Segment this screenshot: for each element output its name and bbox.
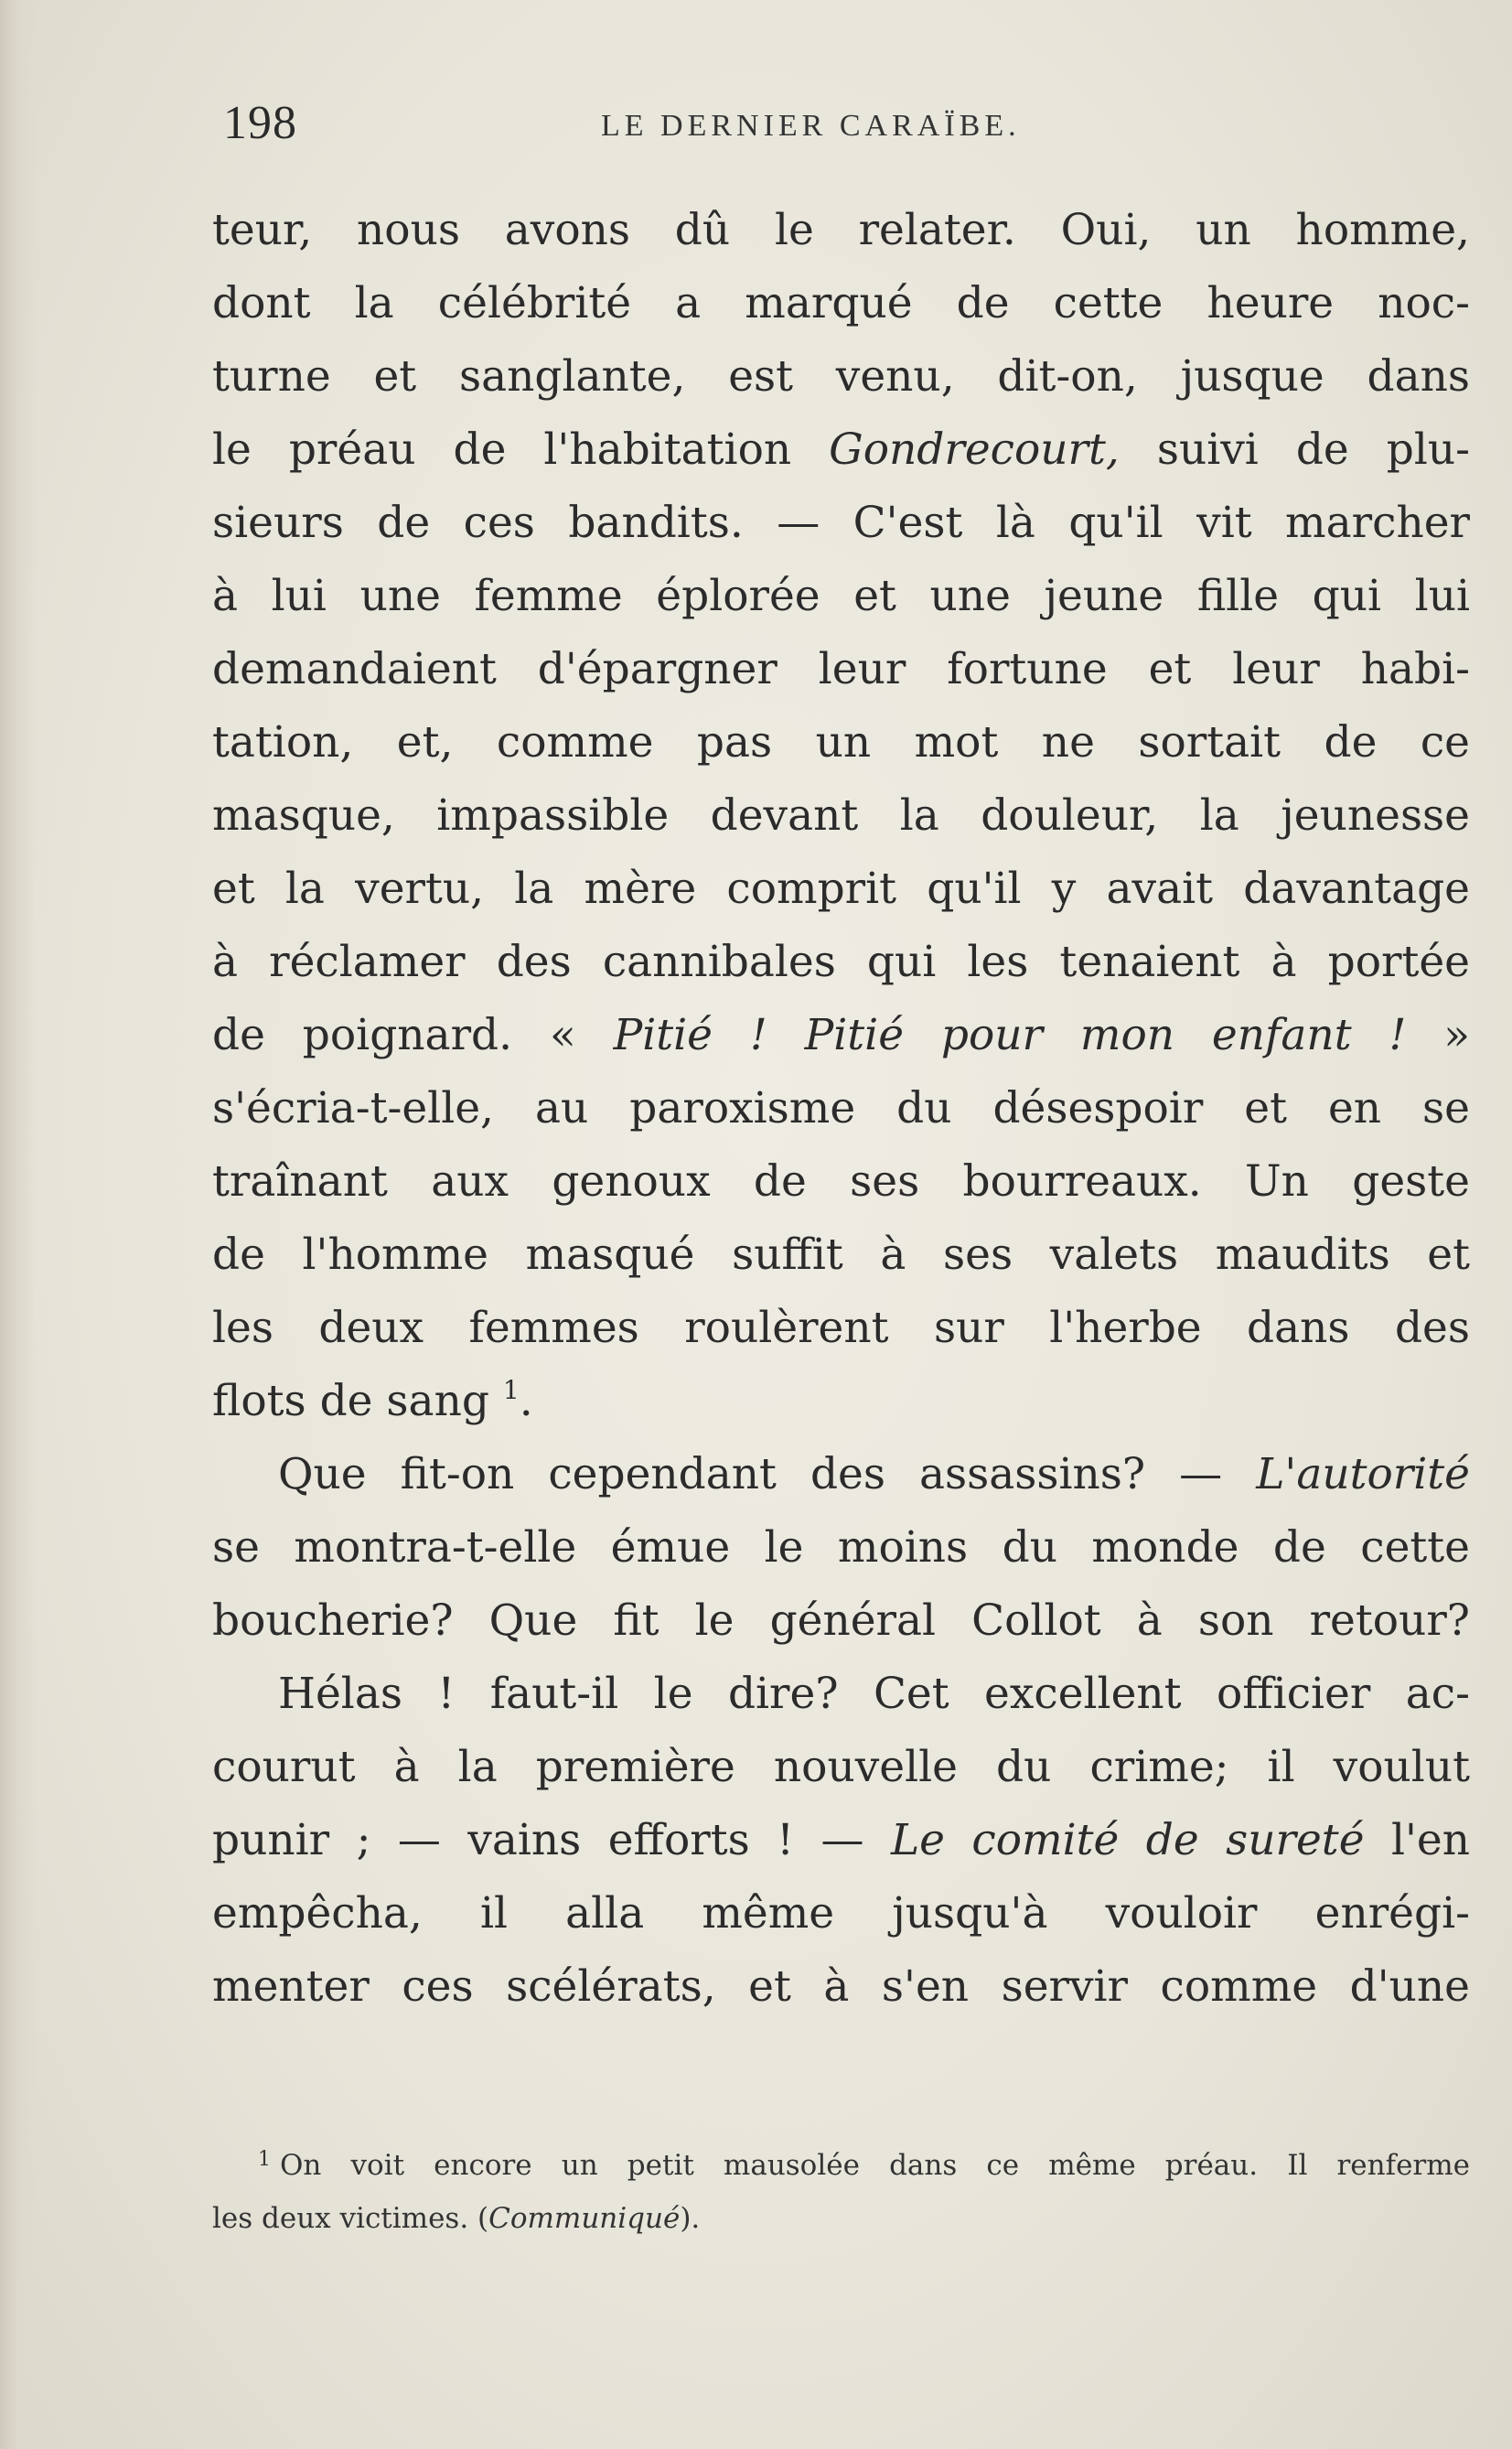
text-line: à lui une femme éplorée et une jeune fille qui lui xyxy=(212,571,1470,621)
text-line: menter ces scélérats, et à s'en servir comme d'une xyxy=(212,1961,1470,2012)
text-line: sieurs de ces bandits. — C'est là qu'il vit marcher xyxy=(212,498,1470,548)
italic-phrase: Le comité de sureté xyxy=(890,1815,1365,1865)
footnote-text: ). xyxy=(680,2202,701,2235)
text-line xyxy=(212,999,1470,1072)
text-line: se montra-t-elle émue le moins du monde de cette xyxy=(212,1522,1470,1573)
footnote xyxy=(212,2139,1470,2245)
italic-phrase: L'autorité xyxy=(1256,1449,1470,1499)
text-line: teur, nous avons dû le relater. Oui, un homme, xyxy=(212,205,1470,255)
page-header xyxy=(212,96,1474,160)
text-line: boucherie? Que fit le général Collot à son retour? xyxy=(212,1595,1470,1646)
footnote-marker: 1 xyxy=(258,2148,271,2171)
running-title: LE DERNIER CARAÏBE. xyxy=(601,109,1021,143)
page-number: 198 xyxy=(223,97,297,149)
text-line: les deux femmes roulèrent sur l'herbe dans des xyxy=(212,1303,1470,1353)
italic-quote: Pitié ! Pitié pour mon enfant ! xyxy=(613,1010,1407,1060)
footnote-text: les deux victimes. ( xyxy=(212,2202,489,2235)
footnote-line xyxy=(212,2192,1470,2245)
footnote-italic: Communiqué xyxy=(488,2202,681,2235)
text-run: l'en xyxy=(1364,1815,1470,1865)
text-run: le préau de l'habitation xyxy=(212,424,830,475)
text-line xyxy=(212,1365,1470,1438)
text-run: Que fit-on cependant des assassins? — xyxy=(278,1449,1257,1499)
text-run: » xyxy=(1406,1010,1470,1060)
footnote-line xyxy=(212,2139,1470,2192)
text-run: flots de sang xyxy=(212,1376,503,1426)
text-line: masque, impassible devant la douleur, la jeunesse xyxy=(212,790,1470,841)
text-line: tation, et, comme pas un mot ne sortait de ce xyxy=(212,717,1470,768)
footnote-ref: 1 xyxy=(502,1375,520,1405)
text-line: demandaient d'épargner leur fortune et leur habi- xyxy=(212,644,1470,694)
text-line: turne et sanglante, est venu, dit-on, jusque dans xyxy=(212,351,1470,402)
text-run: de poignard. « xyxy=(212,1010,614,1060)
text-line: courut à la première nouvelle du crime; il voulut xyxy=(212,1742,1470,1792)
text-line: dont la célébrité a marqué de cette heure noc- xyxy=(212,278,1470,328)
text-run: suivi de plu- xyxy=(1119,424,1470,475)
text-line xyxy=(212,1438,1470,1511)
text-line xyxy=(212,414,1470,487)
text-run: . xyxy=(519,1376,533,1426)
page-gutter-shadow xyxy=(0,0,37,2449)
text-line: traînant aux genoux de ses bourreaux. Un geste xyxy=(212,1156,1470,1207)
text-line: s'écria-t-elle, au paroxisme du désespoir et en se xyxy=(212,1083,1470,1133)
text-line: à réclamer des cannibales qui les tenaient à portée xyxy=(212,937,1470,987)
text-run: punir ; — vains efforts ! — xyxy=(212,1815,891,1865)
text-line xyxy=(212,1804,1470,1877)
body-text xyxy=(212,194,1470,2024)
text-line: de l'homme masqué suffit à ses valets maudits et xyxy=(212,1230,1470,1280)
text-line: empêcha, il alla même jusqu'à vouloir enrégi- xyxy=(212,1888,1470,1939)
italic-place-name: Gondrecourt, xyxy=(829,424,1120,475)
text-line: et la vertu, la mère comprit qu'il y avait davantage xyxy=(212,864,1470,914)
text-line: Hélas ! faut-il le dire? Cet excellent officier ac- xyxy=(278,1669,1470,1719)
footnote-text: On voit encore un petit mausolée dans ce même préau. Il renferme xyxy=(280,2149,1470,2182)
